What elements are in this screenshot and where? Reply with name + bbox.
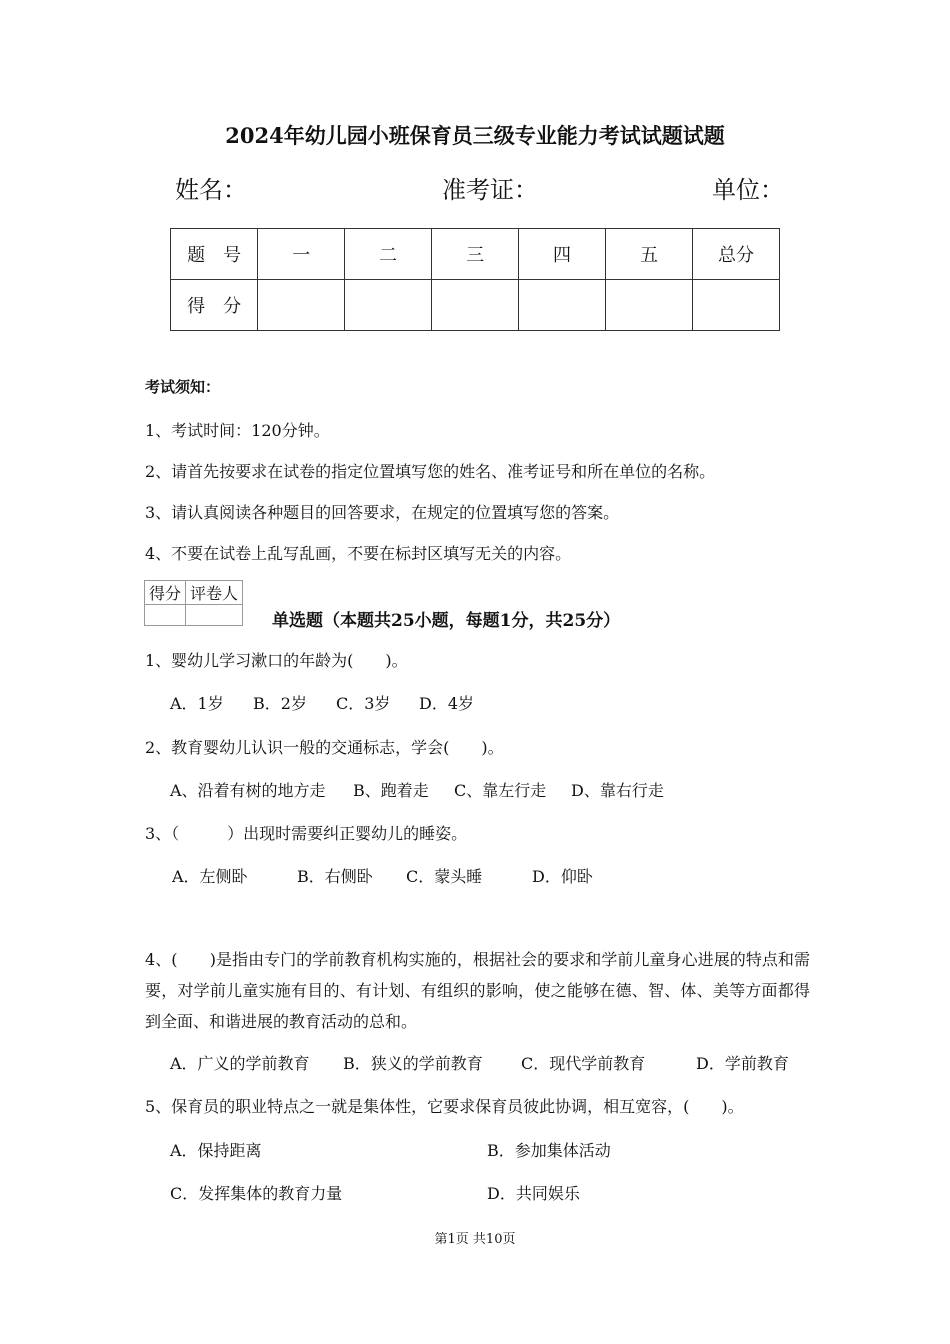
option: C．3岁: [336, 694, 391, 713]
question-stem: 4、( )是指由专门的学前教育机构实施的，根据社会的要求和学前儿童身心进展的特点和需要，对学前儿童实施有目的、有计划、有组织的影响，使之能够在德、智、体、美等方面都得到全面、和谐进展的教育活动的总和。: [145, 950, 810, 1031]
notice-item: 4、不要在试卷上乱写乱画，不要在标封区填写无关的内容。: [145, 544, 572, 563]
grader-score-blank[interactable]: [145, 605, 186, 626]
option: A．广义的学前教育: [170, 1054, 310, 1073]
score-table-cell: 二: [345, 229, 432, 280]
grader-box: [144, 580, 243, 626]
question-stem: 2、教育婴幼儿认识一般的交通标志，学会( )。: [145, 738, 504, 757]
option: C．蒙头睡: [406, 867, 483, 886]
option: D．仰卧: [532, 867, 593, 886]
option: A．左侧卧: [172, 867, 248, 886]
page-title: 2024年幼儿园小班保育员三级专业能力考试试题试题: [225, 123, 725, 148]
score-table-cell: 题 号: [171, 229, 258, 280]
score-table-cell: 一: [258, 229, 345, 280]
score-blank-cell[interactable]: [692, 280, 779, 331]
score-table-header-row: [171, 229, 780, 280]
option: B．2岁: [253, 694, 307, 713]
question-stem: 5、保育员的职业特点之一就是集体性，它要求保育员彼此协调，相互宽容，( )。: [145, 1097, 744, 1116]
grader-name-blank[interactable]: [186, 605, 243, 626]
score-blank-cell[interactable]: [519, 280, 606, 331]
score-blank-cell[interactable]: [432, 280, 519, 331]
question-stem: 1、婴幼儿学习漱口的年龄为( )。: [145, 651, 408, 670]
page-footer: 第1页 共10页: [434, 1232, 516, 1247]
score-blank-cell[interactable]: [258, 280, 345, 331]
score-blank-cell[interactable]: [606, 280, 693, 331]
question-stem: 3、（ ）出现时需要纠正婴幼儿的睡姿。: [145, 824, 468, 843]
name-label: 姓名：: [175, 176, 247, 204]
grader-score-label: 得分: [145, 581, 186, 605]
option: D．4岁: [419, 694, 475, 713]
section-title: 单选题（本题共25小题，每题1分，共25分）: [272, 611, 621, 631]
score-blank-cell[interactable]: [345, 280, 432, 331]
score-table-cell: 五: [606, 229, 693, 280]
option: A、沿着有树的地方走: [170, 781, 326, 800]
option: B．狭义的学前教育: [343, 1054, 483, 1073]
option: B．参加集体活动: [487, 1141, 611, 1160]
score-table-score-row: [171, 280, 780, 331]
option: D．学前教育: [696, 1054, 789, 1073]
option: B、跑着走: [353, 781, 429, 800]
score-table-cell: 总分: [692, 229, 779, 280]
notice-heading: 考试须知：: [145, 378, 221, 396]
unit-label: 单位：: [712, 176, 784, 204]
option: B．右侧卧: [297, 867, 373, 886]
option: C、靠左行走: [454, 781, 547, 800]
option: A．保持距离: [170, 1141, 262, 1160]
notice-item: 2、请首先按要求在试卷的指定位置填写您的姓名、准考证号和所在单位的名称。: [145, 462, 716, 481]
score-table-cell: 三: [432, 229, 519, 280]
grader-name-label: 评卷人: [186, 581, 243, 605]
exam-id-label: 准考证：: [442, 176, 538, 204]
score-table-cell: 四: [519, 229, 606, 280]
notice-item: 3、请认真阅读各种题目的回答要求，在规定的位置填写您的答案。: [145, 503, 620, 522]
score-table: [170, 228, 780, 331]
option: D．共同娱乐: [487, 1184, 580, 1203]
score-table-cell: 得 分: [171, 280, 258, 331]
notice-item: 1、考试时间：120分钟。: [145, 421, 330, 440]
option: A．1岁: [170, 694, 224, 713]
option: C．发挥集体的教育力量: [170, 1184, 343, 1203]
option: C．现代学前教育: [521, 1054, 646, 1073]
option: D、靠右行走: [571, 781, 664, 800]
